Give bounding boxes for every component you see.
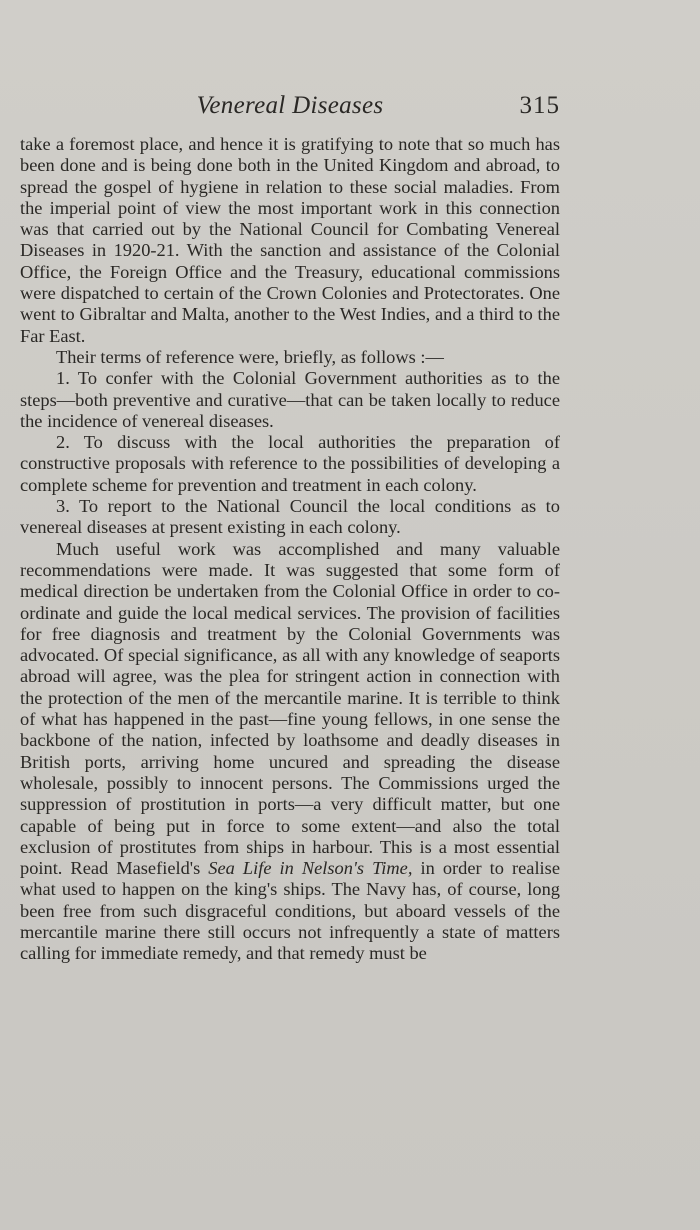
paragraph-term-1: 1. To confer with the Colonial Government authorities as to the steps—both preventive and curative—that can be taken locally to reduce the incidence of venereal diseases.	[20, 368, 560, 431]
paragraph-text-before: Much useful work was accomplished and many valuable recommendations were made. It was suggested that some form of medical direction be undertaken from the Colonial Office in order to co-ordinate and guide the local medical services. The provision of facilities for free diagnosis and treatment by the Colonial Governments was advocated. Of special significance, as all with any knowledge of seaports abroad will agree, was the plea for stringent action in connection with the protection of the men of the mercantile marine. It is terrible to think of what has happened in the past—fine young fellows, in one sense the backbone of the nation, infected by loathsome and deadly diseases in British ports, arriving home uncured and spreading the disease wholesale, possibly to innocent persons. The Commissions urged the suppression of prostitution in ports—a very difficult matter, but one capable of being put in force to some extent—and also the total exclusion of prostitutes from ships in harbour. This is a most essential point. Read Masefield's	[20, 538, 560, 879]
paragraph-term-3: 3. To report to the National Council the local conditions as to venereal diseases at present existing in each colony.	[20, 496, 560, 538]
paragraph-continuation: take a foremost place, and hence it is gratifying to note that so much has been done and is being done both in the United Kingdom and abroad, to spread the gospel of hygiene in relation to these social maladies. From the imperial point of view the most important work in this connection was that carried out by the National Council for Combating Venereal Diseases in 1920-21. With the sanction and assistance of the Colonial Office, the Foreign Office and the Treasury, educational commissions were dispatched to certain of the Crown Colonies and Protectorates. One went to Gibraltar and Malta, another to the West Indies, and a third to the Far East.	[20, 134, 560, 346]
page-header	[20, 92, 560, 128]
book-title-italic: Sea Life in Nelson's Time,	[208, 858, 413, 879]
paragraph-recommendations	[20, 539, 560, 965]
page-number: 315	[519, 92, 560, 119]
paragraph-terms-intro: Their terms of reference were, briefly, as follows :—	[56, 346, 444, 367]
paragraph-term-2: 2. To discuss with the local authorities the preparation of constructive proposals with reference to the possibilities of developing a complete scheme for prevention and treatment in each colony.	[20, 432, 560, 495]
body-text	[20, 134, 560, 965]
paragraph-text-after: in order to realise what used to happen on the king's ships. The Navy has, of course, long been free from such disgraceful conditions, but aboard vessels of the mercantile marine there still occurs not infrequently a state of matters calling for immediate remedy, and that remedy must be	[20, 858, 560, 964]
running-title: Venereal Diseases	[196, 92, 384, 119]
